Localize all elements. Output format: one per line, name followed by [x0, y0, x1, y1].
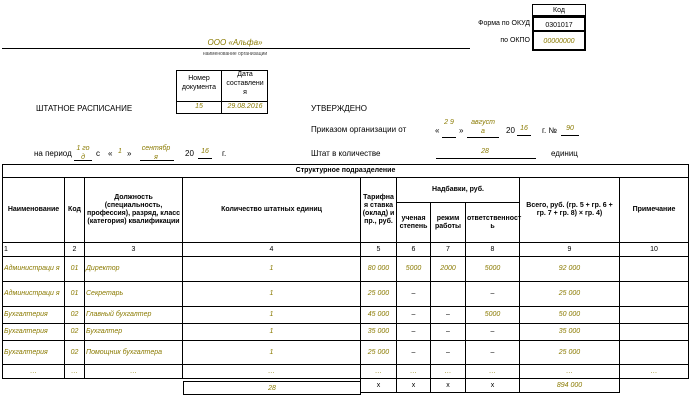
col-num: 10 [620, 243, 689, 257]
cell-position: Главный бухгалтер [85, 307, 183, 324]
period-year: 16 [201, 148, 209, 155]
total-sum: 894 000 [520, 379, 620, 393]
table-row [3, 324, 689, 341]
staff-unit: единиц [551, 149, 578, 158]
org-line [2, 48, 470, 49]
col-num: 2 [65, 243, 85, 257]
col-num: 6 [397, 243, 431, 257]
period-from-label: с [96, 149, 100, 158]
docbox-date-header: Дата составлени я [226, 71, 264, 96]
col-note-header: Примечание [620, 178, 689, 243]
approved-label: УТВЕРЖДЕНО [311, 104, 368, 113]
order-number: 90 [566, 125, 574, 132]
cell-a2: – [431, 324, 466, 341]
cell-note [620, 282, 689, 307]
table-row [3, 365, 689, 379]
org-name: ООО «Альфа» [207, 38, 263, 47]
cell-position: Помощник бухгалтера [85, 341, 183, 365]
cell-total: 25 000 [520, 341, 620, 365]
total-count-visible: 28 [183, 381, 361, 395]
code-header: Код [532, 4, 586, 16]
okud-value: 0301017 [532, 16, 586, 31]
cell-code: 02 [65, 341, 85, 365]
col-rate-header: Тарифна я ставка (оклад) и пр., руб. [361, 178, 397, 243]
cell-total: 50 000 [520, 307, 620, 324]
period-year-prefix: 20 [185, 149, 194, 158]
cell-a1: – [397, 282, 431, 307]
cell-dept: Бухгалтерия [3, 324, 65, 341]
total-a2: х [431, 379, 466, 393]
col-code-header: Код [65, 178, 85, 243]
cell-a1: 5000 [397, 257, 431, 282]
cell-a2 [431, 282, 466, 307]
period-day: 1 [118, 148, 122, 155]
col-num: 4 [183, 243, 361, 257]
col-num: 5 [361, 243, 397, 257]
cell-code: 01 [65, 282, 85, 307]
order-number-label: г. № [542, 126, 557, 135]
order-year-prefix: 20 [506, 126, 515, 135]
cell-a2: – [431, 341, 466, 365]
col-a1-header: ученая степень [397, 203, 431, 243]
column-numbers-row [3, 243, 689, 257]
cell-a1: – [397, 307, 431, 324]
order-year: 16 [520, 125, 528, 132]
org-caption: наименование организации [202, 51, 268, 57]
col-a2-header: режим работы [431, 203, 466, 243]
order-q-close: » [459, 126, 464, 135]
col-total-header: Всего, руб. (гр. 5 + гр. 6 + гр. 7 + гр. 8) × гр. 4) [520, 178, 620, 243]
total-rate: х [361, 379, 397, 393]
docbox-date: 29.08.2016 [227, 103, 263, 110]
cell-a3: – [466, 324, 520, 341]
cell-a1: – [397, 341, 431, 365]
cell-rate: 35 000 [361, 324, 397, 341]
cell-a1: … [397, 365, 431, 379]
period-q-close: » [127, 149, 132, 158]
cell-count: 1 [183, 257, 361, 282]
cell-position: Директор [85, 257, 183, 282]
col-num: 3 [85, 243, 183, 257]
cell-dept: Администраци я [3, 282, 65, 307]
cell-a2: … [431, 365, 466, 379]
col-count-header: Количество штатных единиц [183, 178, 361, 243]
staffing-table [2, 164, 689, 393]
cell-a3: 5000 [466, 257, 520, 282]
order-q-open: « [435, 126, 440, 135]
total-a3: х [466, 379, 520, 393]
order-label: Приказом организации от [311, 125, 407, 134]
cell-position: Бухгалтер [85, 324, 183, 341]
cell-rate: 45 000 [361, 307, 397, 324]
cell-total: 35 000 [520, 324, 620, 341]
col-name-header: Наименование [3, 178, 65, 243]
cell-dept: … [3, 365, 65, 379]
table-row [3, 282, 689, 307]
col-allowances-header: Надбавки, руб. [397, 178, 520, 203]
cell-rate: 25 000 [361, 282, 397, 307]
period-month: сентябр я [141, 145, 171, 161]
page-title: ШТАТНОЕ РАСПИСАНИЕ [36, 104, 133, 113]
order-day: 2 9 [444, 119, 454, 126]
cell-count: 1 [183, 282, 361, 307]
cell-position: Секретарь [85, 282, 183, 307]
cell-dept: Бухгалтерия [3, 341, 65, 365]
col-a3-header: ответственност ь [466, 203, 520, 243]
okpo-label: по ОКПО [500, 37, 530, 44]
okud-label: Форма по ОКУД [478, 20, 530, 27]
table-row [3, 257, 689, 282]
cell-total: 25 000 [520, 282, 620, 307]
staff-label: Штат в количестве [311, 149, 381, 158]
col-num: 8 [466, 243, 520, 257]
cell-note [620, 257, 689, 282]
cell-a3: – [466, 282, 520, 307]
cell-a2: – [431, 307, 466, 324]
cell-count: 1 [183, 324, 361, 341]
cell-a2: 2000 [431, 257, 466, 282]
cell-a3: – [466, 341, 520, 365]
period-label: на период [34, 149, 72, 158]
cell-note: … [620, 365, 689, 379]
period-year-suffix: г. [222, 149, 227, 158]
cell-rate: … [361, 365, 397, 379]
docbox-number: 15 [195, 103, 203, 110]
cell-rate: 80 000 [361, 257, 397, 282]
cell-note [620, 324, 689, 341]
cell-a1: – [397, 324, 431, 341]
period-q-open: « [108, 149, 113, 158]
staff-value: 28 [481, 148, 489, 155]
period-val1: 1 го д [76, 145, 90, 161]
cell-dept: Администраци я [3, 257, 65, 282]
cell-dept: Бухгалтерия [3, 307, 65, 324]
col-position-header: Должность (специальность, профессия), разряд, класс (категория) квалификации [85, 178, 183, 243]
docbox-number-header: Номер документа [181, 75, 217, 91]
cell-code: 02 [65, 324, 85, 341]
cell-code: … [65, 365, 85, 379]
col-num: 9 [520, 243, 620, 257]
table-row [3, 341, 689, 365]
cell-note [620, 307, 689, 324]
col-num: 7 [431, 243, 466, 257]
cell-a3: 5000 [466, 307, 520, 324]
total-a1: х [397, 379, 431, 393]
table-row [3, 307, 689, 324]
cell-total: 92 000 [520, 257, 620, 282]
cell-a3: … [466, 365, 520, 379]
cell-note [620, 341, 689, 365]
cell-position: … [85, 365, 183, 379]
dept-header: Структурное подразделение [3, 165, 689, 178]
total-empty [620, 379, 689, 393]
cell-count: … [183, 365, 361, 379]
cell-count: 1 [183, 341, 361, 365]
col-num: 1 [3, 243, 65, 257]
okpo-value: 00000000 [532, 31, 586, 51]
cell-code: 02 [65, 307, 85, 324]
cell-rate: 25 000 [361, 341, 397, 365]
cell-count: 1 [183, 307, 361, 324]
cell-code: 01 [65, 257, 85, 282]
cell-total: … [520, 365, 620, 379]
order-month: август а [471, 119, 495, 135]
